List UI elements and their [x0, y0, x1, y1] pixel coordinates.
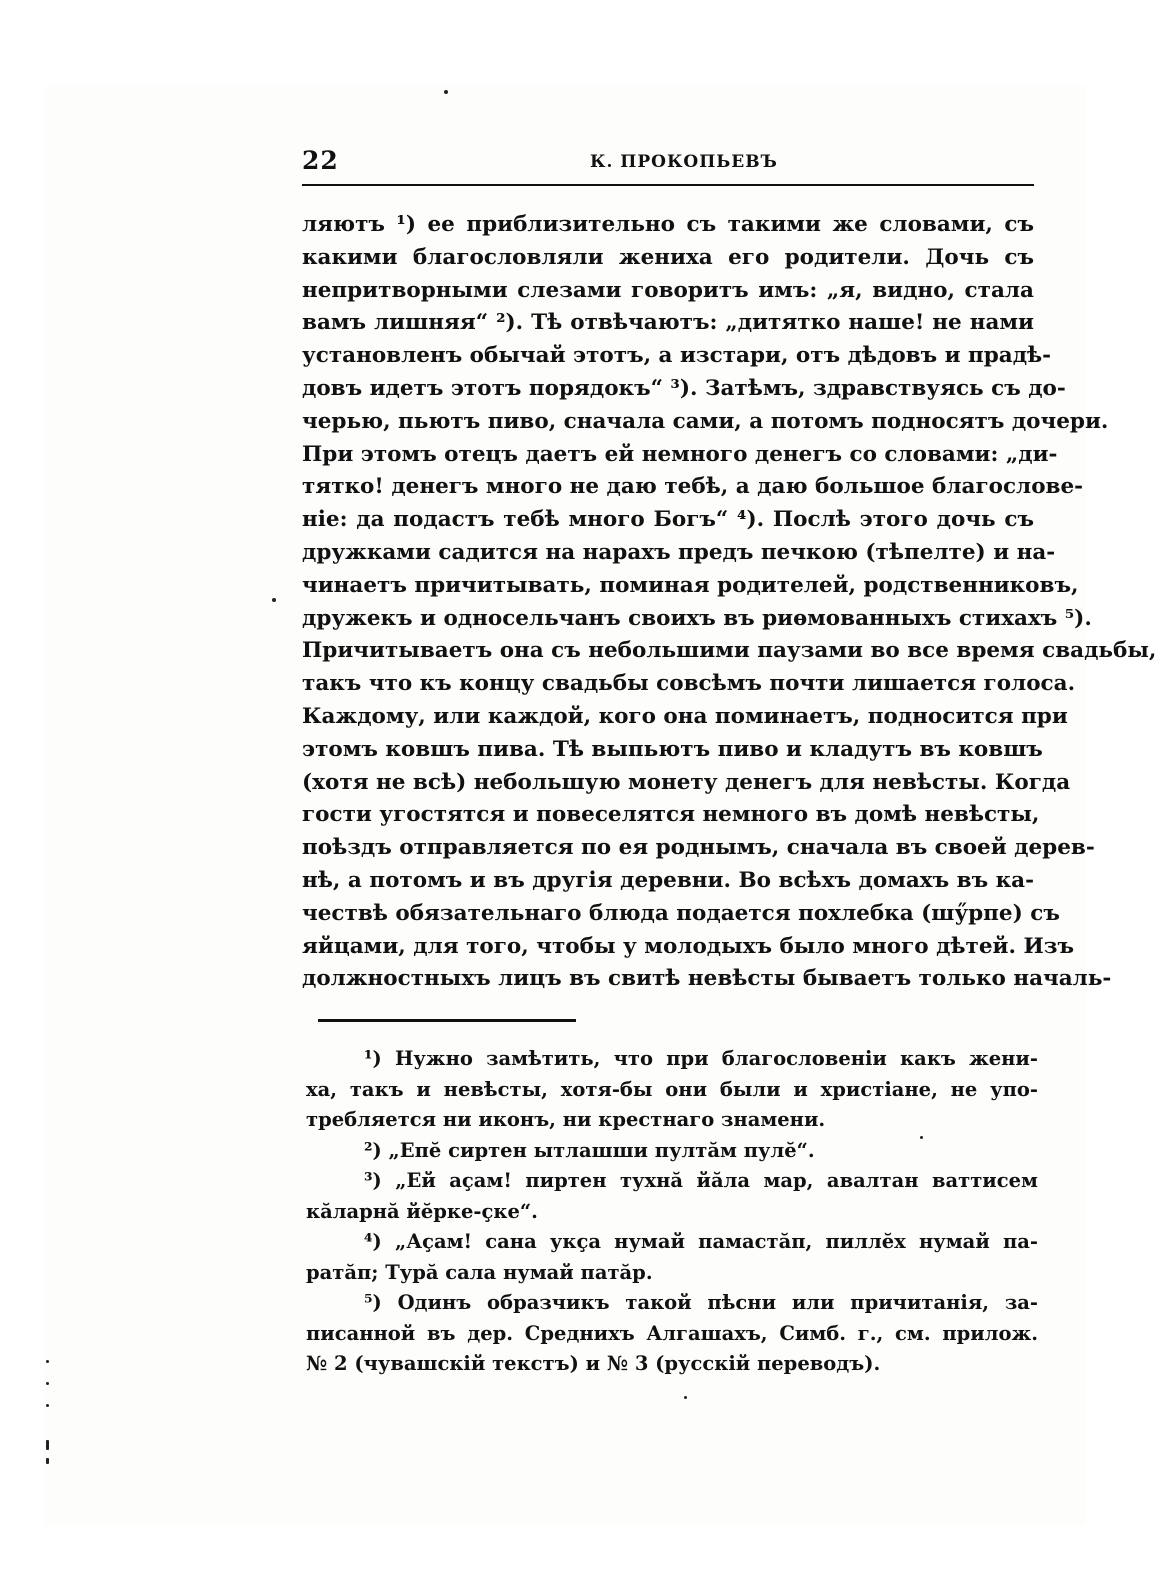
footnote-line: ²) „Епӗ сиртен ытлашши пултӑм пулӗ“. [364, 1138, 815, 1162]
scan-speck [46, 1458, 49, 1464]
body-line: яйцами, для того, чтобы у молодыхъ было много дѣтей. Изъ [302, 933, 1074, 959]
scan-speck [46, 1360, 49, 1363]
scan-speck [920, 1136, 923, 1139]
footnote-rule [318, 1019, 576, 1022]
scan-speck [684, 1396, 687, 1399]
scan-speck [46, 1440, 49, 1450]
body-line: (хотя не всѣ) небольшую монету денегъ для невѣсты. Когда [302, 769, 1071, 795]
footnote-line: требляется ни иконъ, ни крестнаго знамени. [306, 1108, 826, 1131]
footnote-line: ⁵) Одинъ образчикъ такой пѣсни или причитанія, за- [364, 1291, 1038, 1314]
body-line: какими благословляли жениха его родители. Дочь съ [302, 244, 1034, 270]
body-line: этомъ ковшъ пива. Тѣ выпьютъ пиво и кладутъ въ ковшъ [302, 736, 1043, 762]
scan-speck [46, 1404, 49, 1407]
body-line: такъ что къ концу свадьбы совсѣмъ почти лишается голоса. [302, 671, 1076, 697]
body-line: нѣ, а потомъ и въ другія деревни. Во всѣхъ домахъ въ ка- [302, 867, 1034, 893]
body-line: чествѣ обязательнаго блюда подается похлебка (шӳрпе) съ [302, 900, 1060, 926]
body-line: ніе: да подастъ тебѣ много Богъ“ ⁴). Послѣ этого дочь съ [302, 507, 1034, 533]
body-line: тятко! денегъ много не даю тебѣ, а даю большое благослове- [302, 474, 1084, 500]
page-number: 22 [302, 146, 339, 175]
footnote-line: ¹) Нужно замѣтить, что при благословеніи какъ жени- [364, 1047, 1038, 1070]
body-line: должностныхъ лицъ въ свитѣ невѣсты бываетъ только началь- [302, 966, 1112, 992]
header-rule [302, 184, 1034, 186]
body-line: чинаетъ причитывать, поминая родителей, родственниковъ, [302, 572, 1079, 598]
body-line: дружками садится на нарахъ предъ печкою (тѣпелте) и на- [302, 539, 1056, 565]
body-line: Причитываетъ она съ небольшими паузами во все время свадьбы, [302, 638, 1156, 664]
body-line: ляютъ ¹) ее приблизительно съ такими же словами, съ [302, 212, 1034, 237]
body-line: При этомъ отецъ даетъ ей немного денегъ со словами: „ди- [302, 441, 1058, 467]
running-head: К. ПРОКОПЬЕВЪ [590, 152, 778, 172]
body-line: непритворными слезами говоритъ имъ: „я, видно, стала [302, 277, 1034, 303]
body-line: черью, пьютъ пиво, сначала сами, а потомъ подносятъ дочери. [302, 408, 1109, 434]
body-line: дружекъ и односельчанъ своихъ въ риѳмованныхъ стихахъ ⁵). [302, 605, 1092, 631]
scan-speck [46, 1382, 49, 1385]
body-line: Каждому, или каждой, кого она поминаетъ, подносится при [302, 703, 1068, 729]
footnote-line: писанной въ дер. Среднихъ Алгашахъ, Симб. г., см. прилож. [306, 1321, 1038, 1345]
body-line: вамъ лишняя“ ²). Тѣ отвѣчаютъ: „дитятко наше! не нами [302, 310, 1034, 336]
body-text [302, 209, 1156, 996]
body-line: поѣздъ отправляется по ея роднымъ, сначала въ своей дерев- [302, 835, 1095, 861]
body-line: гости угостятся и повеселятся немного въ домѣ невѣсты, [302, 802, 1040, 828]
footnotes [306, 1044, 1038, 1380]
scan-speck [444, 90, 448, 94]
footnote-line: № 2 (чувашскій текстъ) и № 3 (русскій переводъ). [306, 1352, 881, 1375]
page-header [302, 146, 1034, 182]
footnote-line: ³) „Ей аҫам! пиртен тухнӑ йӑла мар, авалтан ваттисем [364, 1169, 1038, 1192]
body-line: установленъ обычай этотъ, а изстари, отъ дѣдовъ и прадѣ- [302, 343, 1052, 369]
body-line: довъ идетъ этотъ порядокъ“ ³). Затѣмъ, здравствуясь съ до- [302, 375, 1066, 401]
scan-speck [272, 598, 276, 602]
footnote-line: кӑларнӑ йӗрке-ҫке“. [306, 1199, 538, 1223]
footnote-line: ратӑп; Турӑ сала нумай патӑр. [306, 1260, 653, 1284]
footnote-line: ⁴) „Аҫам! сана укҫа нумай памастӑп, пиллӗх нумай па- [364, 1230, 1038, 1253]
footnote-line: ха, такъ и невѣсты, хотя-бы они были и христіане, не упо- [306, 1077, 1038, 1101]
